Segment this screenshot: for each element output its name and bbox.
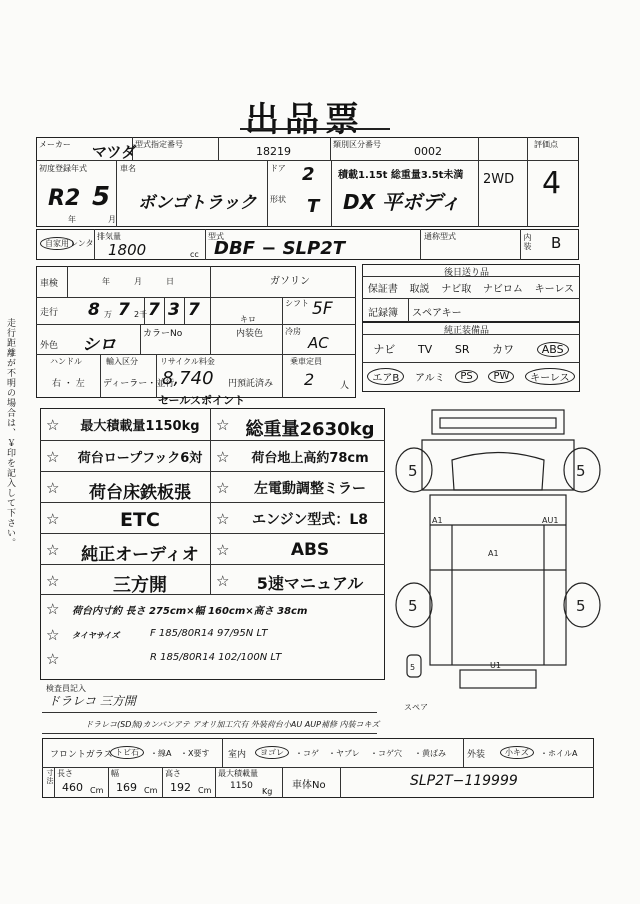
fuel-value: ガソリン [270, 276, 310, 287]
cabin-item: ・コゲ [295, 749, 319, 758]
width-value: 169 [116, 781, 137, 794]
color-no-label: カラーNo [143, 329, 183, 339]
sales-point-text: エンジン型式：L8 [252, 512, 368, 528]
type-cert-value: 18219 [256, 145, 291, 158]
equipment-item-circled: ABS [537, 342, 569, 357]
tire-label: タイヤサイズ [72, 631, 120, 640]
star-icon: ☆ [216, 572, 230, 590]
star-icon: ☆ [46, 650, 60, 668]
windshield-item: ・線A [150, 749, 172, 758]
star-icon: ☆ [46, 626, 60, 644]
doors-label: ドア [270, 164, 286, 173]
equipment-item: SR [454, 342, 470, 356]
sales-point-text: 最大積載量1150kg [80, 419, 200, 434]
length-value: 460 [62, 781, 83, 794]
max-load-value: 1150 [230, 781, 253, 791]
damage-code: A1 [488, 549, 499, 558]
width-unit: Cm [144, 786, 158, 795]
equipment-item: ナビ [373, 343, 396, 356]
mileage-digit: 7 [118, 300, 130, 320]
capacity-unit: 人 [340, 381, 350, 391]
sales-title: セールスポイント [158, 394, 246, 407]
damage-code: 5 [410, 663, 416, 672]
model-value: DBF − SLP2T [214, 238, 346, 259]
tire-mark: 5 [576, 462, 586, 480]
length-unit: Cm [90, 786, 104, 795]
tire-mark: 5 [408, 597, 418, 615]
class-label: 類別区分番号 [333, 140, 381, 149]
windshield-circled: トビ石 [110, 746, 144, 759]
rear-bumper-outline [460, 670, 536, 688]
usage-own: 自家用 [40, 237, 74, 250]
sales-point-text: 左電動調整ミラー [254, 481, 366, 497]
equipment-title: 純正装備品 [444, 326, 490, 336]
mileage-digit: 8 [88, 300, 100, 320]
inspection-label: 車検 [40, 279, 59, 289]
sales-point-text: 純正オーディオ [81, 545, 199, 565]
front-bumper-outline [432, 410, 564, 434]
car-name-label: 車名 [120, 164, 136, 173]
grade-value: 4 [542, 166, 562, 201]
star-icon: ☆ [46, 572, 60, 590]
mileage-label: 走行 [40, 308, 59, 318]
damage-code: U1 [490, 661, 501, 670]
spare-key-label: スペアキー [412, 308, 462, 319]
after-send-item: ナビロム [482, 284, 523, 295]
star-icon: ☆ [216, 448, 230, 466]
cab-roof-outline [452, 453, 544, 491]
sales-point-text: 荷台地上高約78cm [251, 451, 369, 466]
tire-rear: R 185/80R14 102/100N LT [150, 652, 282, 663]
shift-value: 5F [312, 299, 333, 319]
drive-value: 2WD [483, 172, 515, 187]
page-title: 出品票 [245, 100, 365, 140]
max-load-unit: Kg [262, 787, 273, 796]
side-note: 走行距離が不明の場合は、￥印を記入して下さい。 [5, 318, 15, 548]
star-icon: ☆ [216, 479, 230, 497]
import-label: 輸入区分 [106, 357, 138, 366]
color-label: 外色 [40, 341, 59, 351]
type-cert-label: 型式指定番号 [135, 140, 183, 149]
star-icon: ☆ [46, 416, 60, 434]
cabin-item: ・コゲ穴 [370, 749, 402, 758]
exterior-label: 外装 [467, 750, 486, 760]
class-value: 0002 [414, 145, 442, 158]
windshield-outline [440, 418, 556, 428]
height-label: 高さ [165, 769, 181, 778]
star-icon: ☆ [216, 416, 230, 434]
sales-point-text: 荷台ロープフック6対 [77, 451, 203, 466]
star-icon: ☆ [46, 510, 60, 528]
exterior-circled: 小キズ [500, 746, 534, 759]
maker-value: マツダ [92, 143, 137, 161]
title-underline [240, 128, 390, 130]
after-send-item: 取説 [409, 284, 430, 295]
tire-front: F 185/80R14 97/95N LT [150, 628, 268, 639]
ac-value: AC [308, 334, 329, 352]
recycle-value: 8,740 [162, 368, 214, 389]
after-send-item: キーレス [534, 284, 575, 295]
sales-point-text: 5速マニュアル [256, 574, 364, 593]
usage-rental: レンタ [70, 239, 94, 248]
era-value: R2 [48, 186, 81, 211]
load-note: 積載1.15t 総重量3.5t未満 [338, 170, 464, 181]
equipment-item-circled: PS [455, 370, 477, 383]
star-icon: ☆ [46, 541, 60, 559]
length-label: 長さ [57, 769, 73, 778]
star-icon: ☆ [46, 448, 60, 466]
size-label: 寸法 [46, 769, 54, 785]
windshield-label: フロントガラス [50, 750, 113, 760]
equipment-item: カワ [492, 343, 515, 356]
import-value: ディーラー・並行 [103, 379, 175, 389]
capacity-label: 乗車定員 [290, 357, 322, 366]
common-model-label: 通称型式 [424, 232, 456, 241]
width-label: 幅 [111, 769, 119, 778]
star-icon: ☆ [216, 510, 230, 528]
sales-point-text: 総重量2630kg [245, 419, 375, 440]
mileage-digit: 3 [168, 300, 180, 320]
max-load-label: 最大積載量 [218, 769, 258, 778]
year-value: 5 [92, 182, 111, 212]
vehicle-diagram [392, 400, 604, 710]
star-icon: ☆ [46, 479, 60, 497]
chassis-label: 車体No [292, 780, 326, 791]
cabin-label: 室内 [228, 750, 247, 760]
damage-code: AU1 [542, 516, 559, 525]
interior-value: B [551, 234, 562, 252]
handle-label: ハンドル [50, 357, 82, 366]
displacement-value: 1800 [108, 241, 147, 259]
equipment-item-circled: キーレス [525, 368, 575, 385]
equipment-item: TV [417, 342, 433, 356]
model-label: 型式 [208, 232, 224, 241]
star-icon: ☆ [216, 541, 230, 559]
cargo-dimensions: 荷台内寸約 長さ 275cm×幅 160cm×高さ 38cm [72, 606, 308, 617]
grade-label: 評価点 [534, 140, 558, 149]
equipment-item-circled: エアB [367, 368, 404, 385]
inspector-label: 検査員記入 [46, 684, 86, 693]
tire-mark: 5 [408, 462, 418, 480]
exterior-item: ・ホイルA [540, 749, 578, 758]
mileage-digit: 7 [148, 300, 160, 320]
after-send-items [362, 280, 580, 295]
inspection-date: 年 月 日 [102, 277, 174, 286]
after-send-title: 後日送り品 [444, 268, 490, 278]
sales-point-text: 三方開 [113, 575, 167, 596]
equipment-item: アルミ [414, 373, 445, 384]
equipment-item-circled: PW [488, 370, 514, 383]
spare-label: スペア [404, 703, 428, 710]
after-send-item: ナビ取 [441, 284, 472, 295]
cabin-item: ・黄ばみ [414, 749, 446, 758]
month-unit: 月 [108, 215, 116, 224]
windshield-item: ・X要す [180, 749, 210, 758]
displacement-label: 排気量 [97, 232, 121, 241]
first-reg-label: 初度登録年式 [39, 164, 87, 173]
shift-label: シフト [285, 299, 309, 308]
height-unit: Cm [198, 786, 212, 795]
color-value: シロ [82, 335, 116, 355]
recycle-label: リサイクル料金 [160, 357, 215, 366]
cabin-circled: ヨゴレ [255, 746, 289, 759]
model-grade: DX 平ボディ [343, 190, 461, 214]
sales-point-text: ETC [120, 509, 160, 531]
handle-value: 右 ・ 左 [52, 379, 85, 389]
shape-label: 形状 [270, 195, 286, 204]
equipment-row-1 [362, 341, 580, 357]
cab-outline [422, 440, 574, 490]
inspector-detail: ドラレコ(SD無)カンパンアテ アオリ加工穴有 外装荷台小AU AUP補修 内装コキズ [85, 720, 380, 729]
tire-mark: 5 [576, 597, 586, 615]
ac-label: 冷房 [285, 327, 301, 336]
shape-value: T [307, 196, 320, 217]
equipment-row-2 [362, 368, 580, 385]
mileage-unit-sen: 2千 [134, 310, 148, 319]
star-icon: ☆ [46, 600, 60, 618]
sales-point-text: ABS [290, 540, 330, 560]
year-unit: 年 [68, 215, 76, 224]
inspector-note: ドラレコ 三方開 [48, 694, 136, 708]
mileage-digit: 7 [188, 300, 200, 320]
maker-label: メーカー [39, 140, 71, 149]
chassis-value: SLP2T−119999 [410, 773, 518, 789]
cabin-item: ・ヤブレ [328, 749, 360, 758]
recycle-note: 円預託済み [228, 379, 274, 389]
doors-value: 2 [302, 164, 315, 185]
car-name-value: ボンゴトラック [138, 193, 257, 213]
capacity-value: 2 [304, 370, 315, 389]
record-label: 記録簿 [368, 308, 398, 319]
interior-color-label: 内装色 [236, 329, 264, 339]
km-unit: キロ [240, 315, 256, 324]
sales-point-text: 荷台床鉄板張 [89, 483, 191, 503]
interior-label: 内装 [523, 233, 532, 251]
cc-unit: cc [190, 250, 199, 259]
damage-code: A1 [432, 516, 443, 525]
after-send-item: 保証書 [367, 284, 398, 295]
height-value: 192 [170, 781, 191, 794]
mileage-unit-man: 万 [104, 310, 112, 319]
